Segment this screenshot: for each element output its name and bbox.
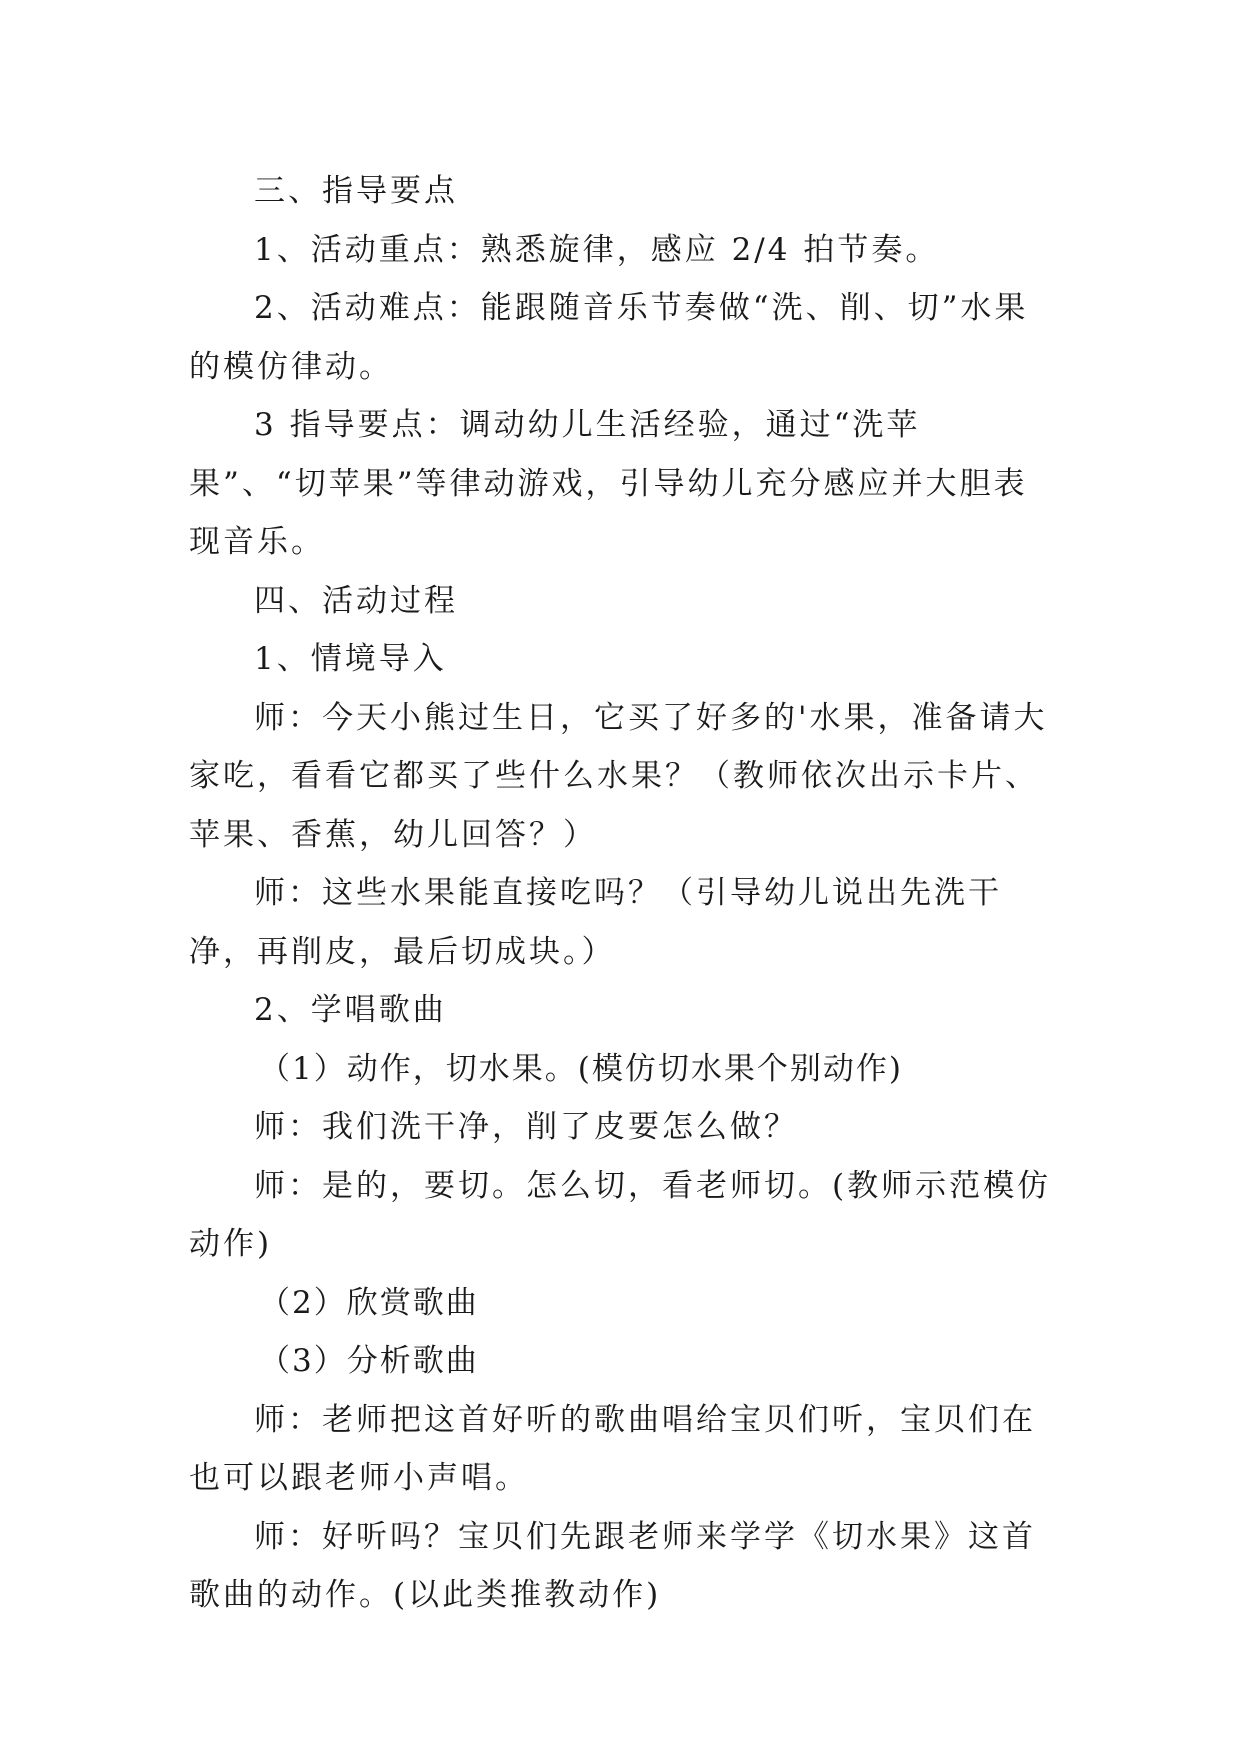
section-heading-process: 四、活动过程: [254, 582, 458, 619]
document-body: [189, 162, 1059, 1625]
teacher-dialogue-5: 师：老师把这首好听的歌曲唱给宝贝们听，宝贝们在也可以跟老师小声唱。: [189, 1401, 1036, 1496]
sub-item-2: （2）欣赏歌曲: [259, 1284, 479, 1321]
step-heading-1: 1、情境导入: [254, 641, 447, 677]
section-heading-guidance: 三、指导要点: [254, 173, 458, 209]
teacher-dialogue-1: 师：今天小熊过生日，它买了好多的'水果，准备请大家吃，看看它都买了些什么水果？（教师依次出示卡片、苹果、香蕉，幼儿回答？）: [189, 699, 1048, 853]
paragraph-guidance-point: 3 指导要点：调动幼儿生活经验，通过“洗苹果”、“切苹果”等律动游戏，引导幼儿充分感应并大胆表现音乐。: [189, 407, 1028, 560]
paragraph-difficulty: 2、活动难点：能跟随音乐节奏做“洗、削、切”水果的模仿律动。: [189, 290, 1029, 385]
teacher-dialogue-6: 师：好听吗？宝贝们先跟老师来学学《切水果》这首歌曲的动作。(以此类推教动作): [189, 1518, 1036, 1613]
sub-item-1: （1）动作，切水果。(模仿切水果个别动作): [259, 1050, 903, 1087]
paragraph-key-point: 1、活动重点：熟悉旋律，感应 2/4 拍节奏。: [254, 231, 940, 268]
teacher-dialogue-4: 师：是的，要切。怎么切，看老师切。(教师示范模仿动作): [189, 1167, 1052, 1262]
sub-item-3: （3）分析歌曲: [259, 1343, 479, 1379]
step-heading-2: 2、学唱歌曲: [254, 992, 447, 1028]
teacher-dialogue-3: 师：我们洗干净，削了皮要怎么做？: [254, 1109, 798, 1145]
teacher-dialogue-2: 师：这些水果能直接吃吗？（引导幼儿说出先洗干净，再削皮，最后切成块。）: [189, 875, 1002, 970]
